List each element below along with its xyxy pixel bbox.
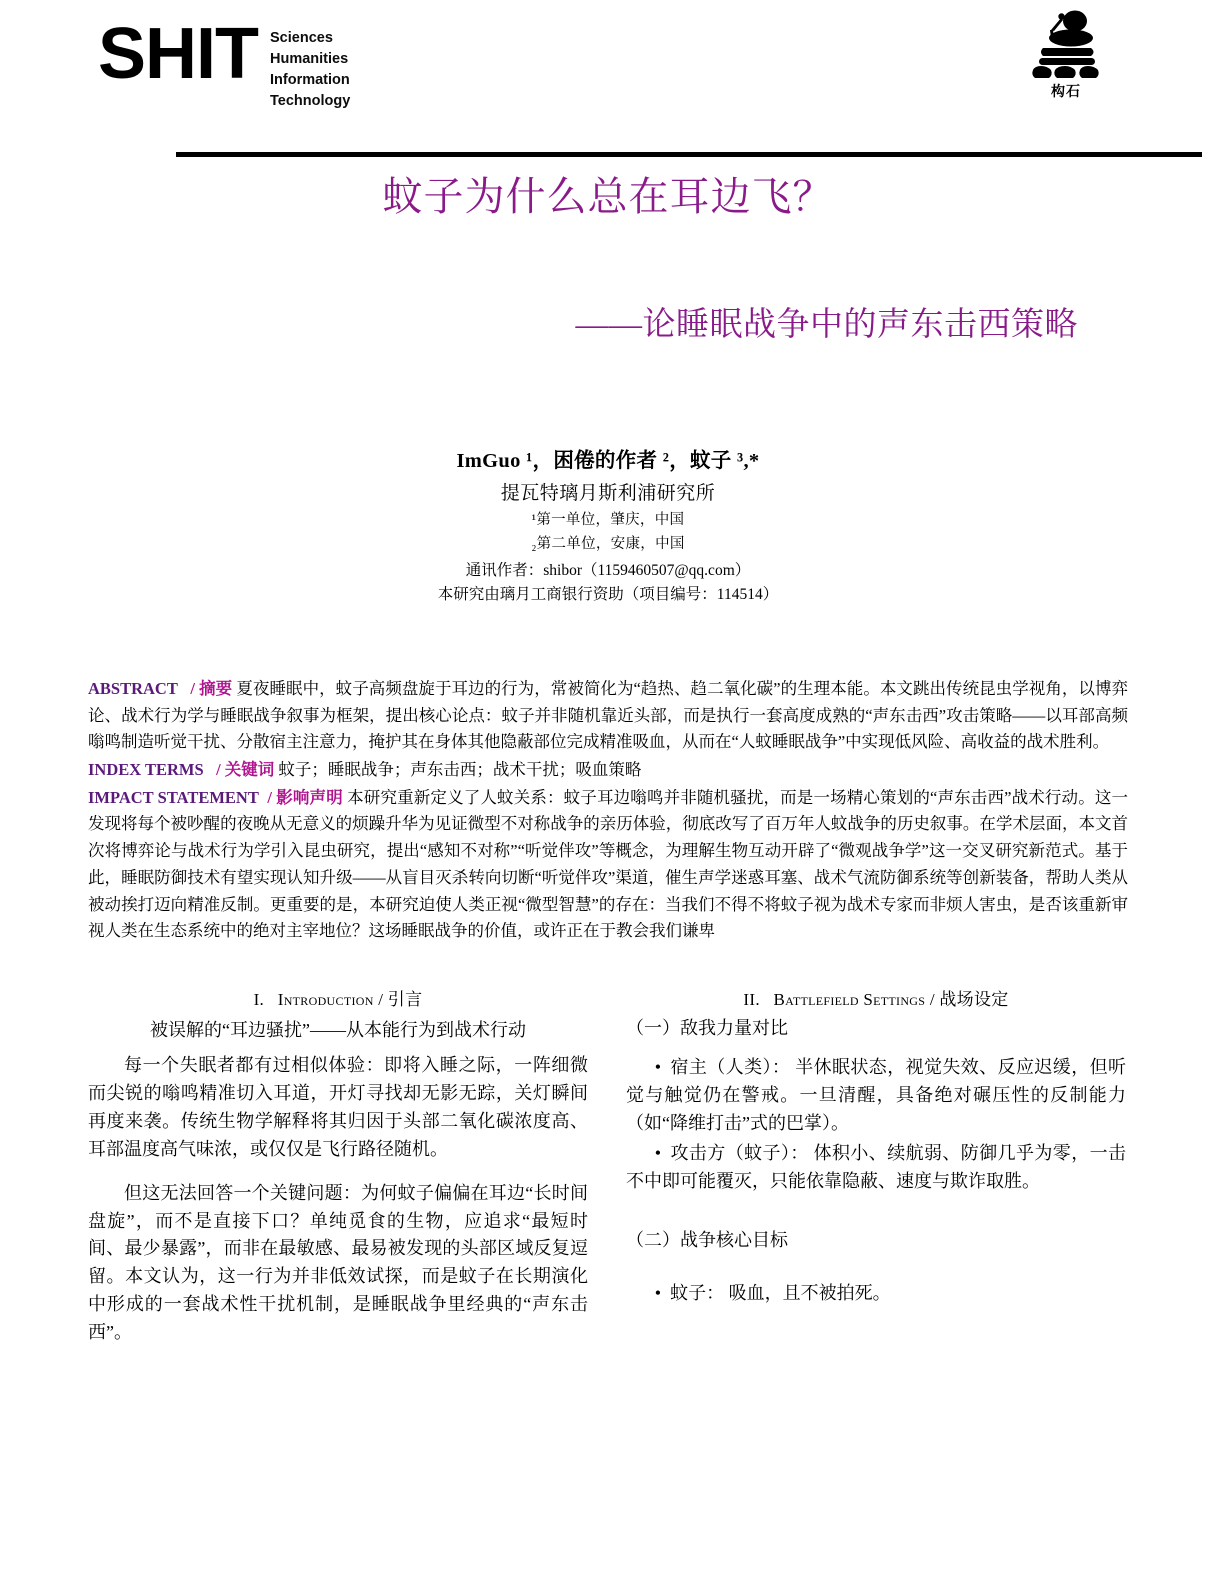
- funding-note: 本研究由璃月工商银行资助（项目编号：114514）: [437, 585, 779, 603]
- bullet-dot-icon: •: [654, 1282, 662, 1303]
- section-title-en-2: Battlefield Settings: [773, 990, 926, 1010]
- impact-body: 本研究重新定义了人蚊关系：蚊子耳边嗡鸣并非随机骚扰，而是一场精心策划的“声东击西”战术行动。这一发现将每个被吵醒的夜晚从无意义的烦躁升华为见证微型不对称战争的亲历体验，彻底改写了百万年人蚊战争的历史叙事。在学术层面，本文首次将博弈论与战术行为学引入昆虫研究，提出“感知不对称”“听觉伴攻”等概念，为理解生物互动开辟了“微观战争学”这一交叉研究新范式。基于此，睡眠防御技术有望实现认知升级——从盲目灭杀转向切断“听觉伴攻”渠道，催生声学迷惑耳塞、战术气流防御系统等创新装备，帮助人类从被动挨打迈向精准反制。更重要的是，本研究迫使人类正视“微型智慧”的存在：当我们不得不将蚊子视为战术专家而非烦人害虫，是否该重新审视人类在生态系统中的绝对主宰地位？这场睡眠战争的价值，或许正在于教会我们谦卑: [88, 787, 1129, 941]
- impact-label-cn: / 影响声明: [267, 787, 343, 807]
- index-terms-label-cn: / 关键词: [216, 760, 275, 780]
- bullet-attacker-mosquito-text: 攻击方（蚊子）： 体积小、续航弱、防御几乎为零，一击不中即可能覆灭，只能依靠隐蔽、速度与欺诈取胜。: [626, 1142, 1126, 1191]
- section-title-en-1: Introduction: [277, 990, 374, 1010]
- section-title-cn-2: / 战场设定: [929, 990, 1009, 1010]
- bullet-dot-icon: •: [654, 1057, 662, 1078]
- masthead: [88, 0, 1128, 120]
- section-title-cn-1: / 引言: [378, 990, 423, 1010]
- bullet-host-human: [626, 1054, 1126, 1138]
- affiliation-1: ¹第一单位，肇庆，中国: [531, 511, 685, 528]
- section-heading-battlefield-settings: [626, 985, 1126, 1010]
- abstract-section: [88, 676, 1128, 756]
- journal-logo: [98, 14, 351, 112]
- corresponding-author: 通讯作者：shibor（1159460507@qq.com）: [465, 561, 751, 579]
- bullet-host-human-text: 宿主（人类）： 半休眠状态，视觉失效、反应迟缓，但听觉与触觉仍在警戒。一旦清醒，具备绝对碾压性的反制能力（如“降维打击”式的巴掌）。: [626, 1057, 1126, 1133]
- introduction-paragraph-2: 但这无法回答一个关键问题：为何蚊子偏偏在耳边“长时间盘旋”，而不是直接下口？单纯觅食的生物，应追求“最短时间、最少暴露”，而非在最敏感、最易被发现的头部区域反复逗留。本文认为，这一行为并非低效试探，而是蚊子在长期演化中形成的一套战术性干扰机制，是睡眠战争里经典的“声东击西”。: [88, 1182, 588, 1343]
- journal-wordmark-expansion: [270, 28, 350, 112]
- masthead-divider: [176, 152, 1202, 157]
- author-block: [88, 443, 1128, 604]
- introduction-subheading: 被误解的“耳边骚扰”——从本能行为到战术行动: [150, 1020, 526, 1041]
- section-number-2: II.: [743, 990, 760, 1010]
- page-subtitle: ——论睡眠战争中的声东击西策略: [575, 307, 1078, 343]
- abstract-block: [88, 676, 1128, 945]
- expansion-line-sciences: Sciences: [270, 30, 333, 46]
- expansion-line-technology: Technology: [270, 93, 351, 110]
- journal-wordmark: SHIT: [98, 14, 259, 94]
- column-right: [626, 985, 1126, 1363]
- page-title: 蚊子为什么总在耳边飞？: [382, 174, 834, 219]
- affiliation-2: ₂第二单位，安康，中国: [531, 535, 685, 552]
- author-list: ImGuo ¹，困倦的作者 ²，蚊子 ³,*: [456, 449, 760, 472]
- index-terms-label-en: INDEX TERMS: [88, 760, 204, 780]
- abstract-label-en: ABSTRACT: [88, 678, 178, 698]
- index-terms-section: [88, 757, 1128, 784]
- bullet-mosquito-objective-text: 蚊子： 吸血，且不被拍死。: [670, 1282, 891, 1303]
- impact-label-en: IMPACT STATEMENT: [88, 787, 259, 807]
- abstract-body: 夏夜睡眠中，蚊子高频盘旋于耳边的行为，常被简化为“趋热、趋二氧化碳”的生理本能。本文跳出传统昆虫学视角，以博弈论、战术行为学与睡眠战争叙事为框架，提出核心论点：蚊子并非随机靠近头部，而是执行一套高度成熟的“声东击西”攻击策略——以耳部高频嗡鸣制造听觉干扰、分散宿主注意力，掩护其在身体其他隐蔽部位完成精准吸血，从而在“人蚊睡眠战争”中实现低风险、高收益的战术胜利。: [88, 678, 1129, 752]
- stacked-stones-with-figure-icon: [1023, 8, 1109, 80]
- publisher-logo-label: 构石: [1051, 84, 1081, 100]
- expansion-line-humanities: Humanities: [270, 51, 349, 68]
- column-left: [88, 985, 588, 1363]
- title-block: [88, 172, 1128, 347]
- page-content: [88, 0, 1128, 1363]
- bullet-attacker-mosquito: [626, 1140, 1126, 1196]
- spacer: [626, 1198, 1126, 1224]
- bullet-mosquito-objective: [626, 1280, 1126, 1308]
- expansion-line-information: Information: [270, 72, 350, 89]
- body-columns: [88, 985, 1128, 1363]
- subsection-heading-core-objectives: （二）战争核心目标: [626, 1229, 788, 1250]
- index-terms-body: 蚊子；睡眠战争；声东击西；战术干扰；吸血策略: [278, 760, 642, 780]
- subsection-heading-forces-comparison: （一）敌我力量对比: [626, 1018, 788, 1039]
- bullet-dot-icon: •: [654, 1142, 662, 1163]
- impact-statement-section: [88, 785, 1128, 945]
- section-heading-introduction: [88, 985, 588, 1010]
- introduction-paragraph-1: 每一个失眠者都有过相似体验：即将入睡之际，一阵细微而尖锐的嗡鸣精准切入耳道，开灯寻找却无影无踪，关灯瞬间再度来袭。传统生物学解释将其归因于头部二氧化碳浓度高、耳部温度高气味浓，或仅仅是飞行路径随机。: [88, 1055, 588, 1159]
- publisher-logo: [1022, 8, 1110, 101]
- abstract-label-cn: / 摘要: [190, 678, 233, 698]
- institute-name: 提瓦特璃月斯利浦研究所: [500, 482, 716, 504]
- spacer: [626, 1266, 1126, 1280]
- section-number-1: I.: [253, 990, 265, 1010]
